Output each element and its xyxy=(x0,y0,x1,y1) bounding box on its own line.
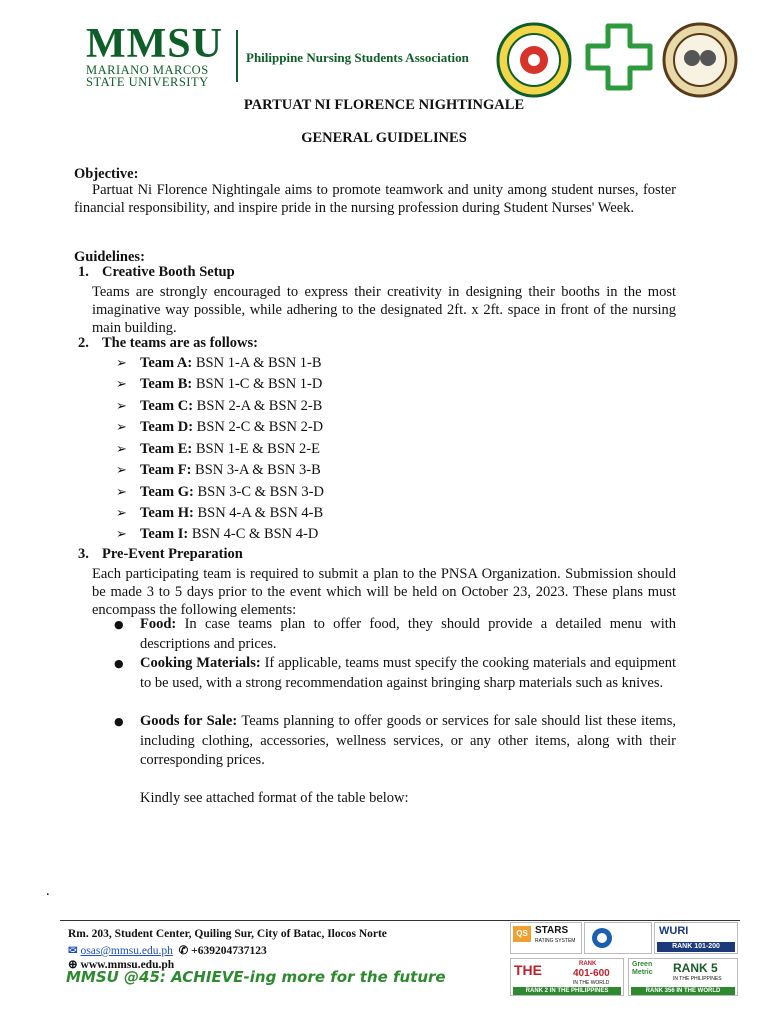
team-list-item: ➢ Team E: BSN 1-E & BSN 2-E xyxy=(116,441,320,457)
item-1-heading: Creative Booth Setup xyxy=(102,264,235,280)
team-list-item: ➢ Team B: BSN 1-C & BSN 1-D xyxy=(116,376,323,392)
brand-subtitle-2: STATE UNIVERSITY xyxy=(86,75,209,89)
item-3-text: Each participating team is required to submit a plan to the PNSA Organization. Submission should be made 3 to 5 days prior to the event which will be held on October 23, 2023. These plans must encompass the following elements: xyxy=(92,566,676,618)
team-list-item: ➢ Team F: BSN 3-A & BSN 3-B xyxy=(116,462,321,478)
arrow-bullet-icon: ➢ xyxy=(116,442,127,457)
email-icon: ✉ xyxy=(68,945,78,957)
university-seal-icon xyxy=(496,22,572,98)
team-list-item: ➢ Team I: BSN 4-C & BSN 4-D xyxy=(116,526,319,542)
arrow-bullet-icon: ➢ xyxy=(116,506,127,521)
association-name: Philippine Nursing Students Association xyxy=(246,50,469,65)
team-list-item: ➢ Team D: BSN 2-C & BSN 2-D xyxy=(116,419,324,435)
phone-icon: ✆ xyxy=(178,945,189,957)
college-seal-icon xyxy=(662,22,738,98)
arrow-bullet-icon: ➢ xyxy=(116,420,127,435)
team-list-item: ➢ Team G: BSN 3-C & BSN 3-D xyxy=(116,484,324,500)
footer-phone: +639204737123 xyxy=(191,945,267,957)
arrow-bullet-icon: ➢ xyxy=(116,485,127,500)
item-3-number: 3. xyxy=(78,546,89,562)
footer-email-link[interactable]: osas@mmsu.edu.ph xyxy=(80,945,173,957)
letterhead xyxy=(86,14,746,89)
team-list-item: ➢ Team H: BSN 4-A & BSN 4-B xyxy=(116,505,324,521)
qs-stars-badge: QS STARS RATING SYSTEM xyxy=(510,922,582,954)
footer-slogan: MMSU @45: ACHIEVE-ing more for the future xyxy=(66,968,446,986)
bullet-dot-icon: ● xyxy=(114,715,124,728)
item-1-number: 1. xyxy=(78,264,89,280)
bullet-dot-icon: ● xyxy=(114,618,124,631)
footer-contact xyxy=(68,943,267,957)
item-2-number: 2. xyxy=(78,335,89,351)
item-2-heading: The teams are as follows: xyxy=(102,335,258,351)
arrow-bullet-icon: ➢ xyxy=(116,399,127,414)
footer-website-link[interactable]: www.mmsu.edu.ph xyxy=(80,959,175,971)
team-list-item: ➢ Team C: BSN 2-A & BSN 2-B xyxy=(116,398,323,414)
arrow-bullet-icon: ➢ xyxy=(116,463,127,478)
footer-divider xyxy=(60,920,740,921)
element-list-item: ● Cooking Materials: If applicable, teams must specify the cooking materials and equipment to be used, with a strong recommendation against bringing sharp materials such as knives. xyxy=(114,655,676,691)
document-title: PARTUAT NI FLORENCE NIGHTINGALE xyxy=(243,97,525,113)
brand-subtitle-1: MARIANO MARCOS xyxy=(86,63,209,77)
stray-mark: . xyxy=(46,883,50,899)
arrow-bullet-icon: ➢ xyxy=(116,356,127,371)
footer-address: Rm. 203, Student Center, Quiling Sur, City of Batac, Ilocos Norte xyxy=(68,928,387,940)
greenmetric-badge: Green Metric RANK 5 IN THE PHILIPPINES RANK 356 IN THE WORLD xyxy=(628,958,738,996)
element-list-item: ● Food: In case teams plan to offer food, they should provide a detailed menu with descriptions and prices. xyxy=(114,616,676,652)
qs-logo-icon: QS xyxy=(513,926,531,942)
team-list-item: ➢ Team A: BSN 1-A & BSN 1-B xyxy=(116,355,322,371)
element-list-item: ● Goods for Sale: Teams planning to offer goods or services for sale should list these items, including clothing, accessories, wellness services, or any other items, along with their corresponding prices. xyxy=(114,713,676,768)
arrow-bullet-icon: ➢ xyxy=(116,527,127,542)
wuri-badge: WURI RANK 101-200 xyxy=(654,922,738,954)
objective-heading: Objective: xyxy=(74,166,139,182)
brand-divider xyxy=(236,30,238,82)
arrow-bullet-icon: ➢ xyxy=(116,377,127,392)
globe-icon: ⊕ xyxy=(68,959,78,971)
nursing-cross-icon xyxy=(584,22,654,92)
brand-title: MMSU xyxy=(86,21,223,67)
item-3-heading: Pre-Event Preparation xyxy=(102,546,243,562)
the-logo-icon: THE xyxy=(514,962,542,978)
the-impact-badge: THE RANK 401-600 IN THE WORLD RANK 2 IN THE PHILIPPINES xyxy=(510,958,624,996)
document-subtitle: GENERAL GUIDELINES xyxy=(301,130,467,146)
ebootec-badge xyxy=(584,922,652,954)
guidelines-heading: Guidelines: xyxy=(74,249,145,265)
ebootec-logo-icon xyxy=(591,927,613,949)
bullet-dot-icon: ● xyxy=(114,657,124,670)
objective-text: Partuat Ni Florence Nightingale aims to promote teamwork and unity among student nurses, foster financial responsibility, and inspire pride in the nursing profession during Student Nurses' Week. xyxy=(74,182,676,216)
item-1-text: Teams are strongly encouraged to express their creativity in designing their booths in the most imaginative way possible, while adhering to the designated 2ft. x 2ft. space in front of the nursing main building. xyxy=(92,284,676,336)
mmsu-wordmark xyxy=(86,21,236,94)
closing-note: Kindly see attached format of the table below: xyxy=(140,790,409,806)
